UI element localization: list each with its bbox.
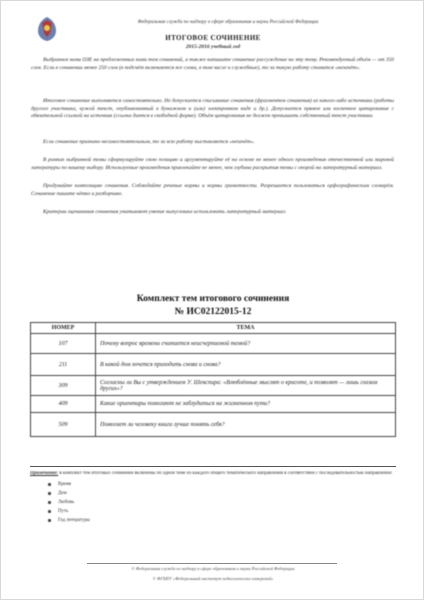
instruction-paragraph: Критерии оценивания сочинения учитывают умение выпускника использовать литературный материал. — [43, 209, 287, 215]
topic-text: Помогает ли человеку книга лучше понять себя? — [96, 413, 396, 437]
topic-set-title-line: Комплект тем итогового сочинения — [136, 294, 290, 304]
list-item: Путь — [58, 507, 396, 516]
topic-code: 309 — [31, 376, 96, 396]
direction-list — [30, 480, 396, 525]
document-title: ИТОГОВОЕ СОЧИНЕНИЕ — [165, 34, 261, 42]
instruction-paragraph: Продумайте композицию сочинения. Соблюдайте речевые нормы и нормы грамотности. Разрешается пользоваться орфографическим словарём. Сочинение пишите чётко и разборчиво. — [31, 183, 394, 197]
topic-set-title — [1, 293, 424, 319]
topic-text: В какой дом хочется приходить снова и снова? — [96, 354, 396, 376]
topic-code: 107 — [31, 334, 96, 354]
table-row — [31, 354, 396, 376]
topics-table — [30, 322, 396, 437]
instruction-paragraph: В рамках выбранной темы сформулируйте свою позицию и аргументируйте её на основе не менее одного произведения отечественной или мировой литературы по вашему выбору. Используемые произведения привлекайте не менее, чем глубина раскрытия темы с опорой на литературный материал. — [31, 157, 394, 171]
footer-divider — [87, 563, 337, 564]
topic-text: Почему вопрос времени считается неисчерпаемой темой? — [96, 334, 396, 354]
table-row — [31, 396, 396, 413]
instruction-paragraph: Итоговое сочинение выполняется самостоятельно. Не допускается списывание сочинения (фрагментов сочинения) из какого-либо источника (работы другого участника, чужой текст, опубликованный в бумажном и (или) электронном виде и др.). Допускается прямое или косвенное цитирование с обязательной ссылкой на источник (ссылка дается в свободной форме). Объём цитирования не должен превышать собственный текст участника. — [31, 98, 394, 120]
column-header-topic: ТЕМА — [96, 323, 396, 334]
instruction-paragraph: Выбранное вами ОЗЕ на предложенных вами тем сочинений, а также напишите сочинение рассуждение на эту тему. Рекомендуемый объём — от 350 слов. Если в сочинении менее 250 слов (в подсчёт включаются все слова, в том числе и служебные), то за такую работу ставится «незачёт». — [31, 57, 394, 71]
footer-copyright: © Федеральная служба по надзору в сфере образования и науки Российской Федерации — [131, 566, 295, 571]
column-header-number: НОМЕР — [31, 323, 96, 334]
list-item: Год литературы — [58, 516, 396, 525]
topic-set-number: № ИС02122015-12 — [174, 307, 252, 317]
topic-code: 509 — [31, 413, 96, 437]
topic-code: 409 — [31, 396, 96, 413]
organization-header: Федеральная служба по надзору в сфере образования и науки Российской Федерации — [137, 20, 319, 25]
topic-code: 211 — [31, 354, 96, 376]
list-item: Дом — [58, 489, 396, 498]
note-text: в комплект тем итоговых сочинений включены по одной теме из каждого общего тематического направления в соответствии с последовательностью направлений: — [59, 471, 393, 476]
note — [30, 471, 396, 525]
topic-text: Какие ориентиры помогают не заблудиться на жизненном пути? — [96, 396, 396, 413]
topic-text: Согласны ли Вы с утверждением У. Шекспира: «Влюблённые мыслят о красоте, и позволят — лишь глазам других»? — [96, 376, 396, 396]
list-item: Любовь — [58, 498, 396, 507]
table-row — [31, 376, 396, 396]
table-row — [31, 334, 396, 354]
divider — [30, 466, 396, 467]
note-label: Примечание: — [30, 471, 59, 476]
list-item: Время — [58, 480, 396, 489]
instructions — [31, 57, 394, 227]
instruction-paragraph: Если сочинение признано несамостоятельным, то за всю работу выставляется «незачёт». — [43, 139, 255, 145]
footer-institute: © ФГБНУ «Федеральный институт педагогических измерений» — [152, 576, 274, 581]
document-subtitle: 2015-2016 учебный год — [185, 44, 241, 50]
table-row — [31, 413, 396, 437]
